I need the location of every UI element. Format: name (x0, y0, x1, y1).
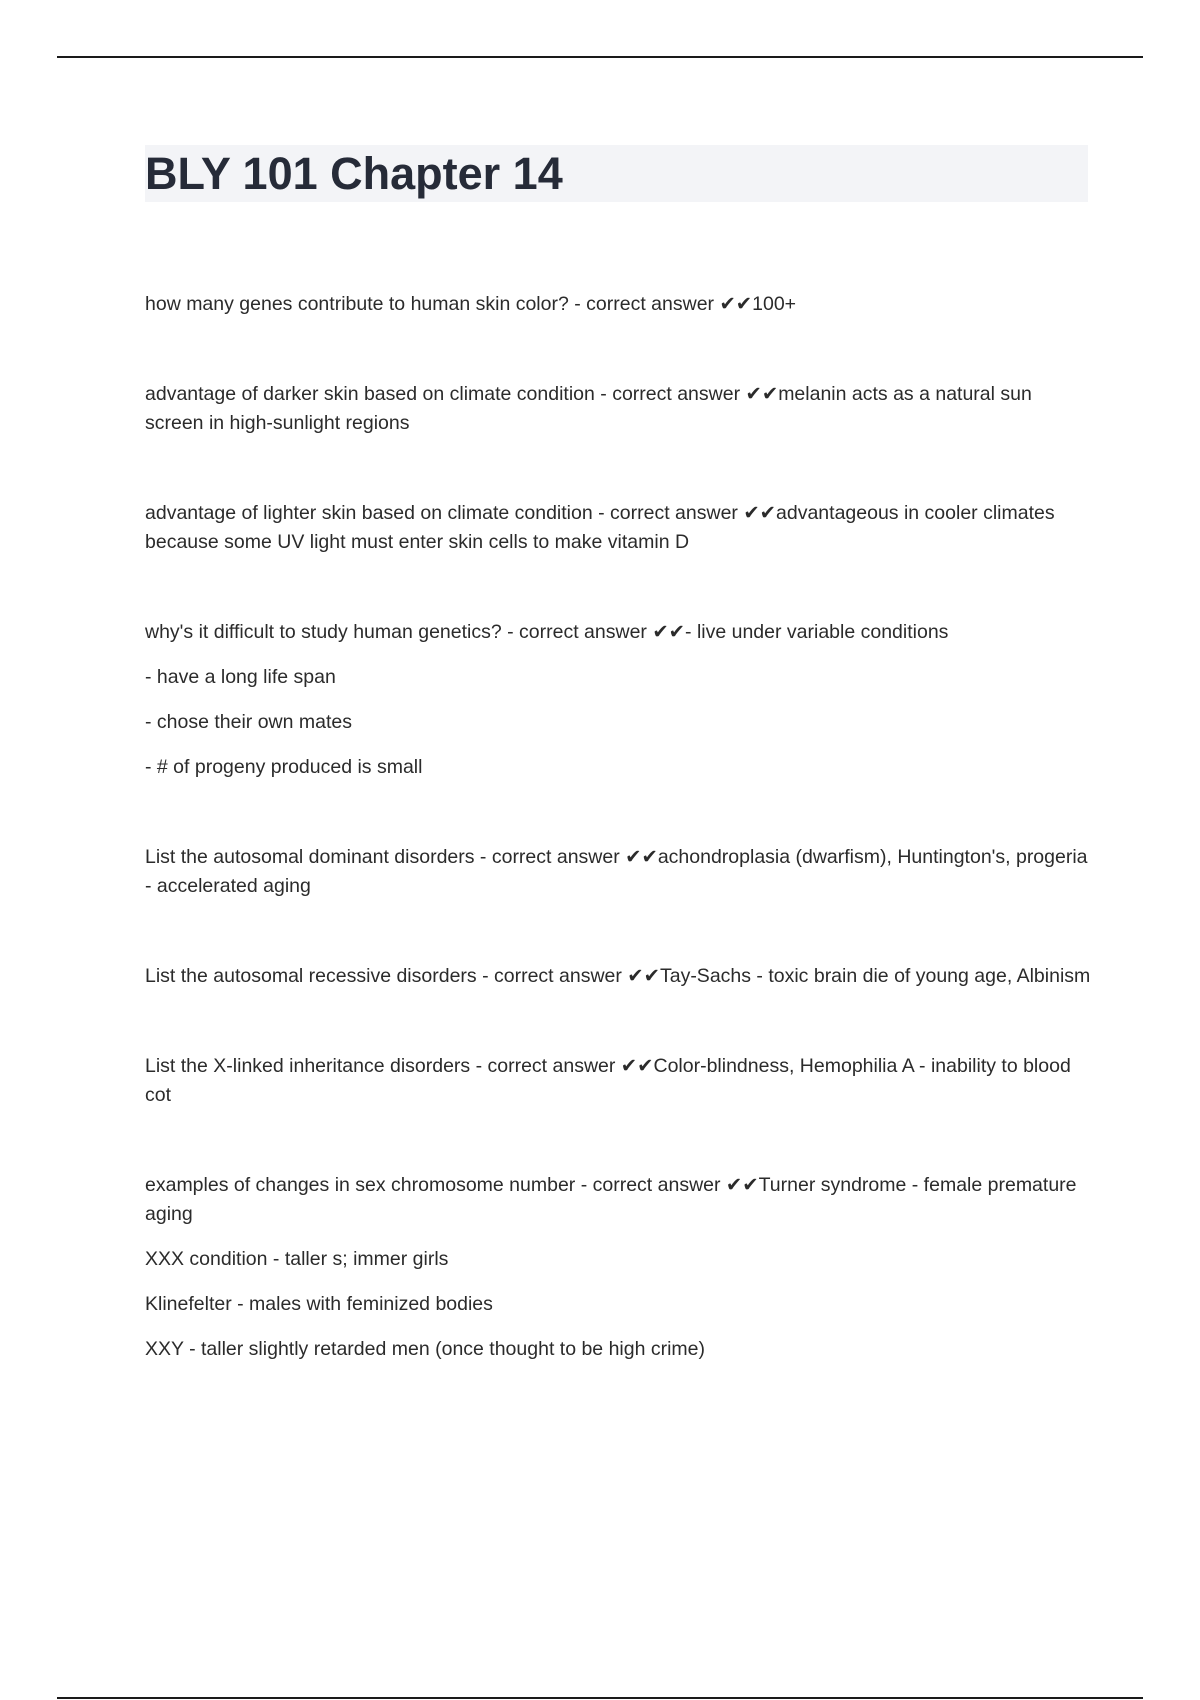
qa-separator: - correct answer (575, 1174, 726, 1196)
qa-separator: - correct answer (594, 383, 746, 405)
qa-separator: - correct answer (474, 846, 626, 868)
qa-question: List the X-linked inheritance disorders (145, 1055, 471, 1077)
qa-answer-continuation: - chose their own mates (145, 711, 353, 733)
check-marks-icon: ✔✔ (725, 1174, 759, 1196)
bottom-divider (57, 1697, 1143, 1699)
qa-question: advantage of lighter skin based on climate condition (145, 502, 593, 524)
qa-separator: - correct answer (470, 1055, 621, 1077)
qa-answer-continuation: XXY - taller slightly retarded men (once thought to be high crime) (145, 1338, 706, 1360)
qa-list (145, 290, 1095, 1364)
qa-answer: - live under variable conditions (685, 621, 949, 643)
qa-item (145, 290, 1095, 319)
qa-question: List the autosomal recessive disorders (145, 965, 477, 987)
check-marks-icon: ✔✔ (652, 621, 686, 643)
qa-separator: - correct answer (476, 965, 628, 987)
qa-question: how many genes contribute to human skin color? (145, 293, 569, 315)
qa-answer-continuation: - # of progeny produced is small (145, 756, 423, 778)
qa-separator: - correct answer (568, 293, 720, 315)
qa-item (145, 843, 1095, 901)
qa-answer-continuation: XXX condition - taller s; immer girls (145, 1248, 449, 1270)
qa-answer-continuation: - have a long life span (145, 666, 336, 688)
qa-question: List the autosomal dominant disorders (145, 846, 475, 868)
qa-answer: Turner syndrome - female premature aging (145, 1174, 1077, 1225)
check-marks-icon: ✔✔ (620, 1055, 654, 1077)
qa-answer: melanin acts as a natural sun screen in high-sunlight regions (145, 383, 1032, 434)
qa-answer-continuation: Klinefelter - males with feminized bodies (145, 1293, 493, 1315)
qa-item (145, 380, 1095, 438)
qa-answer: Tay-Sachs - toxic brain die of young age, Albinism (659, 965, 1091, 987)
qa-answer: achondroplasia (dwarfism), Huntington's, progeria - accelerated aging (145, 846, 1088, 897)
check-marks-icon: ✔✔ (625, 846, 658, 868)
qa-answer: 100+ (752, 293, 797, 315)
qa-item (145, 618, 1095, 782)
check-marks-icon: ✔✔ (745, 383, 779, 405)
qa-answer: advantageous in cooler climates because some UV light must enter skin cells to make vitamin D (145, 502, 1055, 553)
qa-separator: - correct answer (592, 502, 744, 524)
qa-answer: Color-blindness, Hemophilia A - inability to blood cot (145, 1055, 1071, 1106)
qa-item (145, 1052, 1095, 1110)
check-marks-icon: ✔✔ (627, 965, 660, 987)
qa-question: advantage of darker skin based on climate condition (145, 383, 595, 405)
check-marks-icon: ✔✔ (719, 293, 753, 315)
qa-item (145, 499, 1095, 557)
qa-question: examples of changes in sex chromosome number (145, 1174, 576, 1196)
qa-item (145, 1171, 1095, 1364)
page-title: BLY 101 Chapter 14 (145, 148, 563, 199)
top-divider (57, 56, 1143, 58)
qa-item (145, 962, 1095, 991)
qa-separator: - correct answer (501, 621, 653, 643)
qa-question: why's it difficult to study human genetics? (145, 621, 502, 643)
check-marks-icon: ✔✔ (743, 502, 777, 524)
